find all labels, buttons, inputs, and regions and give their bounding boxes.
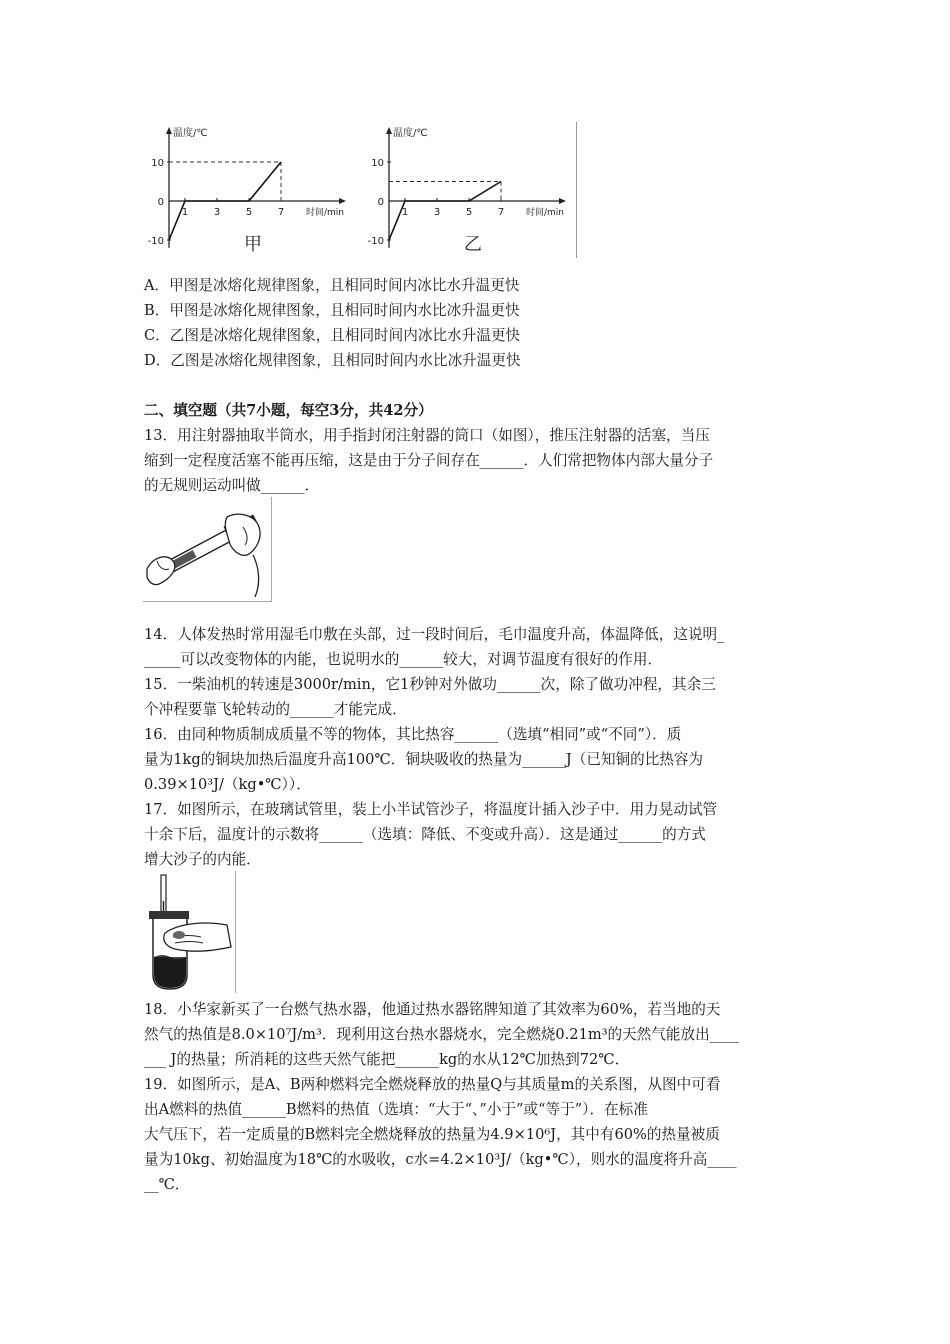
option-c: C．乙图是冰熔化规律图象，且相同时间内冰比水升温更快 — [144, 327, 521, 344]
q17-line-2: 十余下后，温度计的示数将______（选填：降低、不变或升高）．这是通过______的方式 — [144, 826, 706, 843]
x-tick-label: 1 — [401, 207, 409, 218]
y-tick-label: 0 — [157, 197, 164, 208]
graph-panel — [143, 122, 577, 258]
q19-line-4: 量为10kg、初始温度为18℃的水吸收，c水=4.2×10³J/（kg•℃），则水的温度将升高____ — [144, 1151, 737, 1168]
q15-line-2: 个冲程要靠飞轮转动的______才能完成． — [144, 701, 407, 718]
x-axis-arrow — [559, 198, 566, 204]
y-tick-label: 10 — [371, 158, 384, 169]
x-tick-label: 3 — [433, 207, 441, 218]
q17-line-1: 17．如图所示，在玻璃试管里，装上小半试管沙子，将温度计插入沙子中．用力晃动试管 — [144, 801, 718, 818]
q13-line-2: 缩到一定程度活塞不能再压缩，这是由于分子间存在______．人们常把物体内部大量分子 — [144, 452, 714, 469]
y-tick-label: -10 — [147, 236, 164, 247]
x-tick-label: 5 — [245, 207, 253, 218]
graph-caption: 甲 — [244, 234, 262, 255]
q14-line-2: _____可以改变物体的内能，也说明水的______较大，对调节温度有很好的作用． — [144, 651, 663, 668]
q19-line-2: 出A燃料的热值______B燃料的热值（选填：“大于“、”小于”或“等于”）．在标准 — [144, 1101, 648, 1118]
q18-line-1: 18．小华家新买了一台燃气热水器，他通过热水器铭牌知道了其效率为60%，若当地的天 — [144, 1001, 721, 1018]
q18-line-3: ___ J的热量；所消耗的这些天然气能把______kg的水从12℃加热到72℃． — [144, 1051, 630, 1068]
q15-line-1: 15．一柴油机的转速是3000r/min，它1秒钟对外做功______次，除了做功冲程，其余三 — [144, 676, 716, 693]
q19-line-3: 大气压下，若一定质量的B燃料完全燃烧释放的热量为4.9×10⁶J，其中有60%的热量被质 — [144, 1126, 720, 1143]
y-tick-label: 10 — [151, 158, 164, 169]
q16-line-2: 量为1kg的铜块加热后温度升高100℃．铜块吸收的热量为______J（已知铜的比热容为 — [144, 751, 704, 768]
syringe-illustration — [143, 497, 272, 602]
section-heading: 二、填空题（共7小题，每空3分，共42分） — [144, 402, 433, 419]
q13-line-3: 的无规则运动叫做______． — [144, 477, 320, 494]
x-tick-label: 7 — [497, 207, 505, 218]
graph-caption: 乙 — [464, 234, 482, 255]
x-tick-label: 7 — [277, 207, 285, 218]
x-axis-label: 时间/min — [306, 208, 345, 218]
q18-line-2: 然气的热值是8.0×10⁷J/m³．现利用这台热水器烧水，完全燃烧0.21m³的天然气能放出____ — [144, 1026, 739, 1043]
y-axis-label: 温度/℃ — [393, 128, 428, 139]
x-axis-label: 时间/min — [526, 208, 565, 218]
y-axis-arrow — [166, 127, 172, 134]
q13-line-1: 13．用注射器抽取半筒水，用手指封闭注射器的筒口（如图），推压注射器的活塞，当压 — [144, 427, 710, 444]
q17-line-3: 增大沙子的内能． — [144, 851, 261, 868]
option-a: A．甲图是冰熔化规律图象，且相同时间内冰比水升温更快 — [144, 277, 520, 294]
option-d: D．乙图是冰熔化规律图象，且相同时间内水比冰升温更快 — [144, 352, 521, 369]
x-axis-arrow — [339, 198, 346, 204]
y-axis-label: 温度/℃ — [173, 128, 208, 139]
q19-line-5: __℃． — [144, 1176, 190, 1193]
temperature-time-graphs — [143, 122, 576, 258]
x-tick-label: 1 — [181, 207, 189, 218]
test-tube-illustration — [143, 871, 236, 993]
option-b: B．甲图是冰熔化规律图象，且相同时间内水比冰升温更快 — [144, 302, 520, 319]
q16-line-3: 0.39×10³J/（kg•℃））． — [144, 776, 311, 793]
y-tick-label: -10 — [367, 236, 384, 247]
q16-line-1: 16．由同种物质制成质量不等的物体，其比热容______（选填“相同”或“不同”）．质 — [144, 726, 682, 743]
q19-line-1: 19．如图所示，是A、B两种燃料完全燃烧释放的热量Q与其质量m的关系图，从图中可看 — [144, 1076, 721, 1093]
x-tick-label: 5 — [465, 207, 473, 218]
y-axis-arrow — [386, 127, 392, 134]
q14-line-1: 14．人体发热时常用湿毛巾敷在头部，过一段时间后，毛巾温度升高，体温降低，这说明_ — [144, 626, 725, 643]
x-tick-label: 3 — [213, 207, 221, 218]
y-tick-label: 0 — [377, 197, 384, 208]
